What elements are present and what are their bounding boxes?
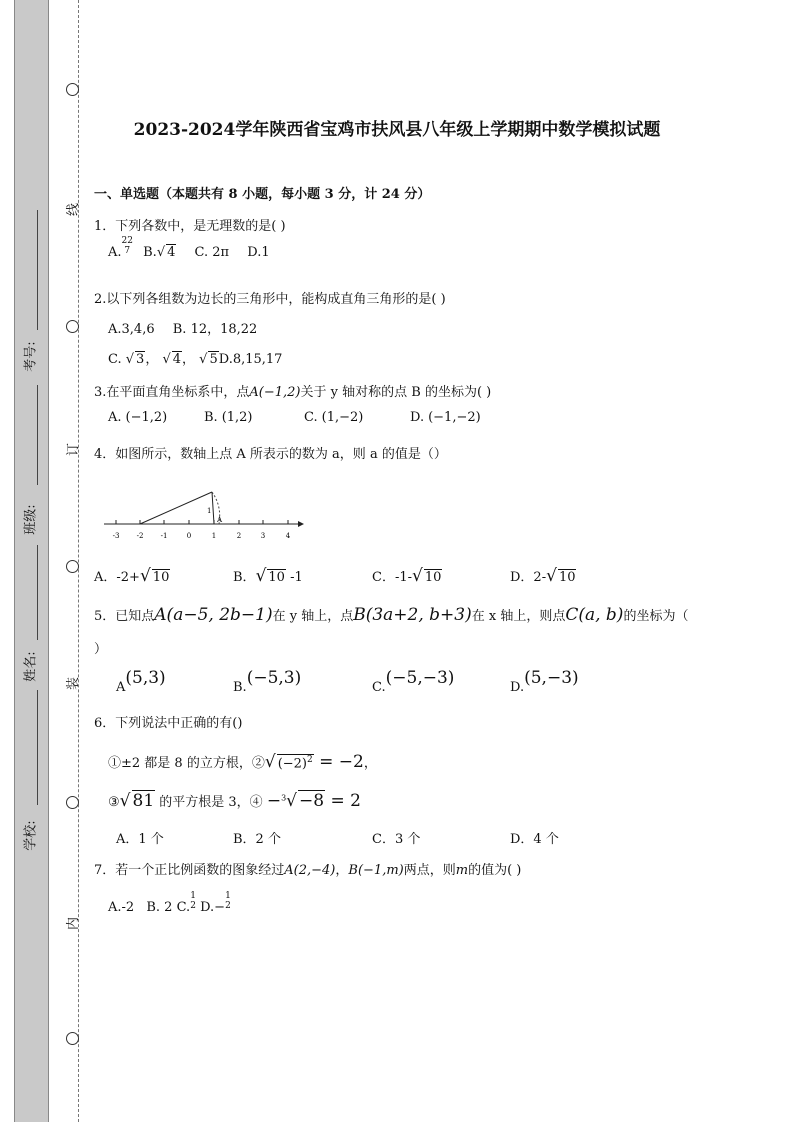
q5-c-value: (−5,−3) — [385, 668, 455, 688]
q4-tick-labels — [113, 532, 291, 540]
q7-stem — [94, 859, 521, 878]
q3-b-value: (1,2) — [221, 410, 253, 425]
q7-options — [108, 890, 231, 915]
q3-option-c — [304, 410, 363, 425]
q7-option-a: A.-2 — [108, 900, 135, 915]
q3-a-value: (−1,2) — [125, 410, 168, 425]
q7-d-sign: − — [214, 900, 226, 915]
q7-c-denominator: 2 — [190, 900, 196, 911]
q4-tick-label: 4 — [285, 532, 291, 540]
q6-s1-eq: = −2 — [313, 752, 364, 772]
q1-stem: 1．下列各数中，是无理数的是( ) — [94, 219, 286, 234]
q6-s2-root-index: 3 — [281, 793, 287, 803]
q4-tick-label: 1 — [211, 532, 217, 540]
q6-s1-radicand — [277, 754, 314, 771]
q7-stem-1: 7．若一个正比例函数的图象经过 — [94, 863, 285, 878]
binding-hole-5 — [66, 1032, 79, 1045]
binding-char-ding: 订 — [66, 442, 82, 457]
page-title: 2023-2024学年陕西省宝鸡市扶风县八年级上学期期中数学模拟试题 — [133, 120, 661, 140]
q3-stem — [94, 381, 491, 400]
q3-option-d — [410, 410, 481, 425]
q5-option-a — [116, 668, 166, 696]
q6-statement-3-4: ③√ 81 的平方根是 3，④ −$^3$√ −8 = 2 — [108, 791, 361, 811]
binding-char-nei: 内 — [66, 916, 82, 931]
q4-hypotenuse — [140, 492, 212, 524]
q5-a-value: (5,3) — [125, 668, 166, 688]
q6-stem: 6．下列说法中正确的有() — [94, 716, 243, 731]
q7-option-d-label: D. — [200, 900, 215, 915]
q1-options — [108, 235, 270, 260]
q4-axis-arrow — [298, 521, 304, 527]
q5-option-c — [372, 668, 455, 696]
binding-hole-4 — [66, 796, 79, 809]
q3-stem-post: 关于 y 轴对称的点 B 的坐标为( ) — [300, 385, 492, 400]
q5-a-label: A — [116, 680, 126, 695]
name-line — [37, 545, 38, 640]
q4-b-radicand: 10 — [268, 570, 285, 585]
school-label: 学校: — [23, 820, 39, 851]
q7-option-c-label: C. — [176, 900, 191, 915]
q4-vertical-leg — [212, 492, 214, 524]
q6-option-d: D．4 个 — [510, 832, 559, 847]
class-line — [37, 385, 38, 485]
q6-s2-eq: = 2 — [325, 791, 361, 811]
q2-c-radicand-3: 5 — [209, 352, 218, 367]
q6-s2-text: ③ — [108, 795, 120, 810]
q2-c-radicand-2: 4 — [172, 352, 182, 367]
q6-s1-text: ①±2 都是 8 的立方根，② — [108, 756, 265, 771]
q2-stem: 2.以下列各组数为边长的三角形中，能构成直角三角形的是( ) — [94, 292, 446, 307]
q5-option-d — [510, 668, 579, 696]
binding-char-xian: 线 — [66, 202, 82, 217]
q3-b-label: B. — [204, 410, 218, 425]
q7-option-b: B. 2 — [146, 900, 173, 915]
q1-option-c: C. 2π — [194, 245, 230, 260]
q4-b-suffix: -1 — [285, 570, 303, 585]
q3-d-value: (−1,−2) — [428, 410, 481, 425]
q4-a-radicand: 10 — [152, 570, 170, 585]
q2-option-b: B. 12，18,22 — [172, 322, 258, 337]
binding-char-zhuang: 装 — [66, 676, 82, 691]
q5-stem-4: 的坐标为（ — [623, 609, 689, 624]
q2-option-c-label: C. — [108, 352, 122, 367]
q6-s1-end: ， — [363, 756, 377, 771]
q4-c-radicand: 10 — [424, 570, 442, 585]
q2-options-row2: C. √ 3， √ 4， √ 5D.8,15,17 — [108, 352, 283, 367]
q4-tick-label: 2 — [236, 532, 242, 540]
class-label: 班级: — [23, 504, 39, 535]
q5-d-value: (5,−3) — [524, 668, 579, 688]
q1-option-a-label: A. — [108, 245, 122, 260]
binding-hole-3 — [66, 560, 79, 573]
q4-option-c: C．-1-√ 10 — [372, 566, 442, 586]
q5-point-a: A(a−5, 2b−1) — [154, 605, 273, 625]
q1-b-radicand: 4 — [167, 245, 176, 260]
q4-label-one: 1 — [207, 507, 212, 515]
q4-number-line-figure — [100, 480, 310, 545]
q4-d-radicand: 10 — [558, 570, 576, 585]
q1-option-a-fraction — [122, 236, 133, 256]
q4-d-prefix: D．2- — [510, 570, 547, 585]
q6-statement-1-2: ①±2 都是 8 的立方根，②√ $(-2)^2 = -2$， — [108, 752, 377, 772]
q3-a-label: A. — [108, 410, 122, 425]
q6-option-c: C．3 个 — [372, 832, 421, 847]
q2-option-d: D.8,15,17 — [218, 352, 283, 367]
binding-dashed-line — [78, 0, 79, 1122]
q3-stem-pre: 3.在平面直角坐标系中，点 — [94, 385, 250, 400]
q4-stem: 4．如图所示，数轴上点 A 所表示的数为 a，则 a 的值是（） — [94, 447, 447, 462]
q4-option-a: A．-2+√ 10 — [94, 566, 170, 586]
name-label: 姓名: — [23, 651, 39, 682]
q2-c-radicand-1: 3 — [136, 352, 145, 367]
q3-point-a: A(−1,2) — [249, 385, 301, 400]
q4-tick-label: 3 — [260, 532, 266, 540]
q4-a-prefix: A．-2+ — [94, 570, 140, 585]
q7-variable-m: m — [455, 863, 469, 878]
q5-b-value: (−5,3) — [246, 668, 302, 688]
q7-c-fraction — [190, 891, 196, 911]
q4-tick-label: -1 — [160, 532, 168, 540]
q5-point-b: B(3a+2, b+3) — [353, 605, 472, 625]
q7-d-numerator: 1 — [225, 890, 231, 901]
q6-s2-cube-radicand: −8 — [299, 791, 325, 811]
q6-option-b: B．2 个 — [233, 832, 281, 847]
exam-number-line — [37, 210, 38, 330]
q5-stem-2: 在 y 轴上，点 — [272, 609, 354, 624]
q5-stem-3: 在 x 轴上，则点 — [471, 609, 566, 624]
q3-c-value: (1,−2) — [321, 410, 364, 425]
q4-label-a: A — [217, 516, 223, 524]
q3-option-b — [204, 410, 253, 425]
q1-a-numerator: 22 — [121, 235, 133, 246]
q1-option-b-label: B. — [143, 245, 157, 260]
q6-s2-radicand: 81 — [132, 791, 155, 811]
q5-stem-close: ） — [94, 642, 108, 657]
q7-point-b: B(−1,m) — [348, 863, 404, 878]
q2-options-row1 — [108, 318, 257, 337]
section-heading: 一、单选题（本题共有 8 小题，每小题 3 分，计 24 分） — [94, 187, 431, 202]
q2-option-a: A.3,4,6 — [108, 322, 155, 337]
q7-stem-2: 两点，则 — [403, 863, 456, 878]
q3-d-label: D. — [410, 410, 425, 425]
exam-number-label: 考号: — [23, 341, 39, 372]
q5-c-label: C. — [372, 680, 386, 695]
q4-option-d: D．2-√ 10 — [510, 566, 576, 586]
q7-d-fraction — [225, 891, 231, 911]
q4-c-prefix: C．-1- — [372, 570, 413, 585]
q7-stem-3: 的值为( ) — [468, 863, 522, 878]
q4-b-prefix: B． — [233, 570, 256, 585]
q6-s1-expr: (−2) — [277, 756, 307, 771]
q4-tick-label: 0 — [186, 532, 192, 540]
q7-point-a: A(2,−4) — [284, 863, 336, 878]
q5-stem — [94, 605, 688, 625]
q5-option-b — [233, 668, 302, 696]
q6-s1-exponent: 2 — [307, 754, 313, 765]
q5-d-label: D. — [510, 680, 525, 695]
q6-option-a: A．1 个 — [116, 832, 164, 847]
q5-b-label: B. — [233, 680, 247, 695]
q4-tick-label: -2 — [136, 532, 144, 540]
q1-option-d: D.1 — [247, 245, 270, 260]
q7-separator: ， — [335, 863, 349, 878]
q1-a-denominator: 7 — [124, 245, 131, 256]
q5-stem-1: 5．已知点 — [94, 609, 155, 624]
q3-option-a — [108, 410, 167, 425]
q4-tick-label: -3 — [112, 532, 120, 540]
q7-d-denominator: 2 — [225, 900, 231, 911]
binding-hole-2 — [66, 320, 79, 333]
q3-c-label: C. — [304, 410, 318, 425]
q4-option-b: B．√ 10 -1 — [233, 566, 303, 586]
q1-b-radical: √ 4 — [156, 245, 176, 260]
q6-s2-mid: 的平方根是 3，④ — [155, 795, 267, 810]
school-line — [37, 690, 38, 805]
q5-point-c: C(a, b) — [565, 605, 624, 625]
binding-hole-1 — [66, 83, 79, 96]
binding-margin-band — [14, 0, 49, 1122]
q7-c-numerator: 1 — [190, 890, 196, 901]
